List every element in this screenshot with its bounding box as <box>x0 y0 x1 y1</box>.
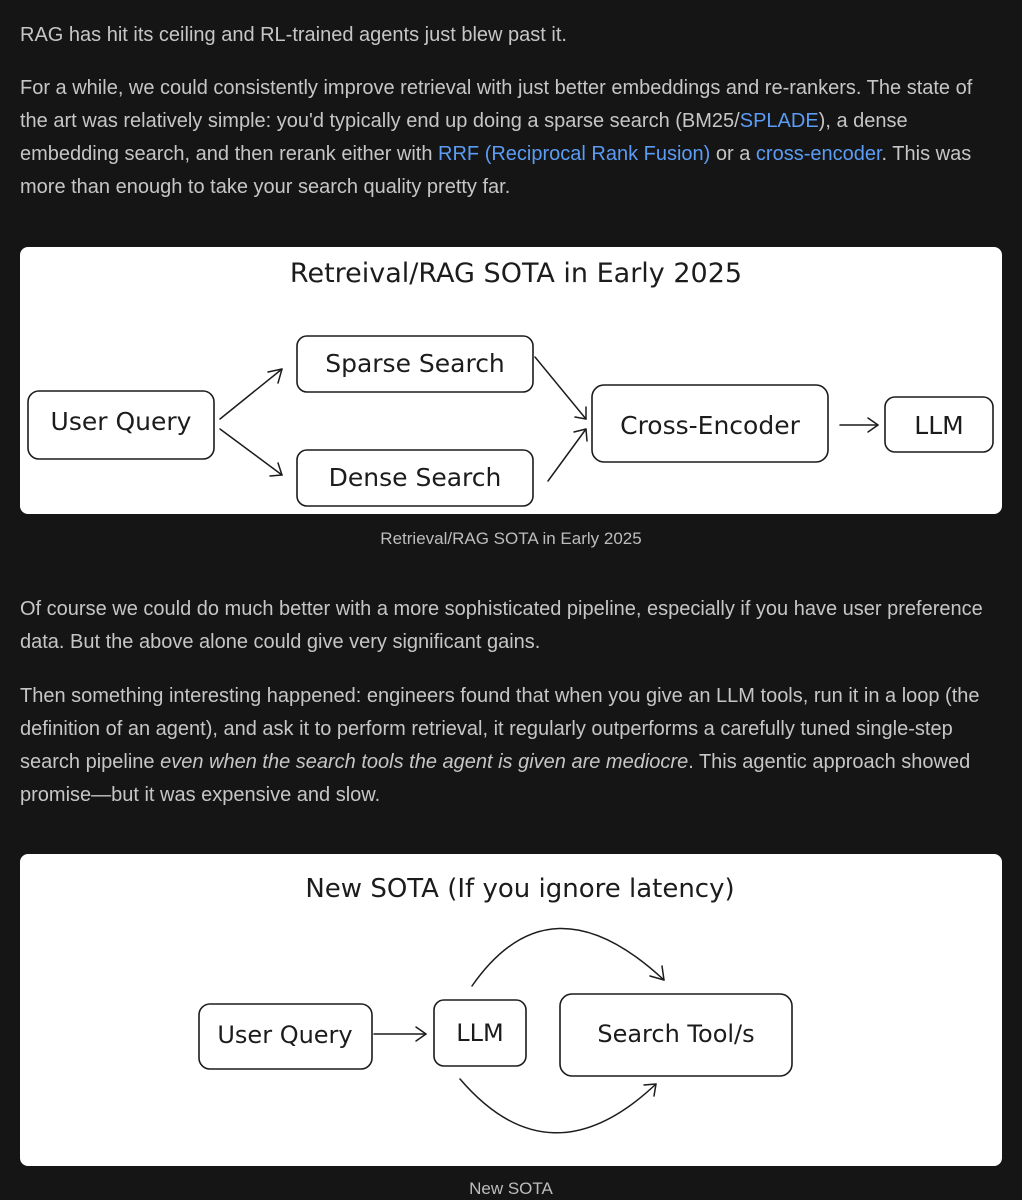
node-label: Dense Search <box>328 463 502 492</box>
retrieval-text-3: or a <box>710 143 756 165</box>
splade-link[interactable]: SPLADE <box>739 110 819 132</box>
figure-title: New SOTA (If you ignore latency) <box>305 874 735 904</box>
figure-rag-sota <box>20 247 1002 514</box>
figure-caption-1: Retrieval/RAG SOTA in Early 2025 <box>380 529 642 548</box>
arrow-query-to-sparse <box>220 369 282 419</box>
user-query-node <box>199 1004 372 1069</box>
arrow-llm-to-search-tools <box>472 928 664 986</box>
llm-node <box>434 1000 526 1066</box>
arrow-cross-to-llm <box>840 418 878 432</box>
arrow-sparse-to-cross <box>535 357 586 419</box>
user-query-node <box>28 391 214 459</box>
intro-paragraph: RAG has hit its ceiling and RL-trained agents just blew past it. <box>20 24 567 46</box>
agent-text-2: . This agentic approach showed promise—but it was expensive and slow. <box>20 751 971 806</box>
retrieval-text-2: ), a dense embedding search, and then rerank either with <box>20 110 908 165</box>
figure-caption-2: New SOTA <box>469 1179 553 1198</box>
node-label: Search Tool/s <box>597 1020 755 1048</box>
retrieval-text-4: . This was more than enough to take your search quality pretty far. <box>20 143 972 198</box>
node-label: Cross-Encoder <box>620 411 800 440</box>
node-label: User Query <box>50 407 192 436</box>
node-label: Sparse Search <box>325 349 505 378</box>
figure-title: Retreival/RAG SOTA in Early 2025 <box>289 258 743 289</box>
figure-new-sota <box>20 854 1002 1166</box>
llm-node <box>885 397 993 452</box>
cross-encoder-link[interactable]: cross-encoder <box>755 143 882 165</box>
search-tools-node <box>560 994 792 1076</box>
rrf-link[interactable]: RRF (Reciprocal Rank Fusion) <box>438 143 711 165</box>
new-sota-diagram <box>20 854 1002 1166</box>
cross-encoder-node <box>592 385 828 462</box>
pipeline-paragraph: Of course we could do much better with a more sophisticated pipeline, especially if you have user preference data. But the above alone could give very significant gains. <box>20 598 983 653</box>
arrow-query-to-dense <box>220 429 282 476</box>
rag-sota-diagram <box>20 247 1002 514</box>
node-label: LLM <box>914 411 964 440</box>
arrow-query-to-llm <box>374 1027 426 1041</box>
retrieval-paragraph <box>20 72 1002 204</box>
agent-text-1: Then something interesting happened: engineers found that when you give an LLM tools, run it in a loop (the definition of an agent), and ask it to perform retrieval, it regularly outperforms a carefully tuned single-step search pipeline <box>20 685 980 773</box>
node-label: User Query <box>217 1021 353 1049</box>
dense-search-node <box>297 450 533 506</box>
sparse-search-node <box>297 336 533 392</box>
agent-emphasis: even when the search tools the agent is given are mediocre <box>160 751 689 773</box>
arrow-dense-to-cross <box>548 429 587 481</box>
arrow-search-tools-to-llm <box>460 1079 656 1133</box>
node-label: LLM <box>456 1019 504 1047</box>
retrieval-text-1: For a while, we could consistently improve retrieval with just better embeddings and re-rankers. The state of the art was relatively simple: you'd typically end up doing a sparse search (BM25/ <box>20 77 973 132</box>
agent-paragraph <box>20 680 1002 812</box>
